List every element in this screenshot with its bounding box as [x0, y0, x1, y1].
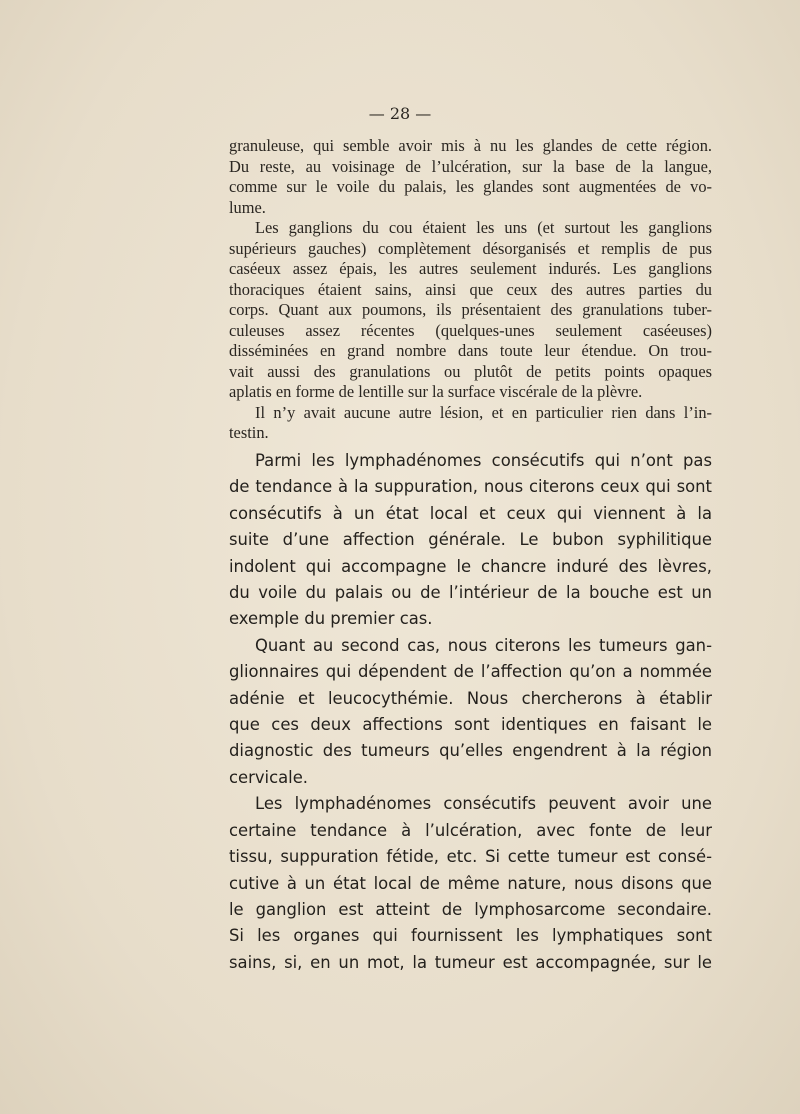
text-line: granuleuse, qui semble avoir mis à nu les glandes de cette région. — [229, 136, 712, 155]
text-line: comme sur le voile du palais, les glandes sont augmentées de vo- — [229, 177, 712, 196]
text-line: adénie et leucocythémie. Nous chercherons à établir — [229, 688, 712, 708]
text-line: aplatis en forme de lentille sur la surface viscérale de la plèvre. — [229, 382, 643, 401]
text-line: vait aussi des granulations ou plutôt de petits points opaques — [229, 361, 712, 381]
paragraph — [229, 403, 712, 444]
paragraph — [229, 791, 712, 976]
text-line: supérieurs gauches) complètement désorganisés et remplis de pus — [229, 238, 712, 258]
paragraph — [229, 218, 712, 403]
text-line: suite d’une affection générale. Le bubon syphilitique — [229, 530, 712, 550]
text-line: exemple du premier cas. — [229, 609, 433, 629]
paragraph — [229, 136, 712, 218]
paragraph — [229, 448, 712, 633]
text-line: culeuses assez récentes (quelques-unes seulement caséeuses) — [229, 320, 712, 340]
text-line: tissu, suppuration fétide, etc. Si cette tumeur est consé- — [229, 847, 712, 867]
text-line: du voile du palais ou de l’intérieur de la bouche est un — [229, 583, 712, 603]
text-line: indolent qui accompagne le chancre induré des lèvres, — [229, 556, 712, 576]
text-line: Les lymphadénomes consécutifs peuvent avoir une — [255, 794, 712, 814]
text-line: que ces deux affections sont identiques en faisant le — [229, 715, 712, 735]
text-line: Si les organes qui fournissent les lymphatiques sont — [229, 926, 712, 946]
text-line: Il n’y avait aucune autre lésion, et en particulier rien dans l’in- — [255, 402, 712, 422]
text-line: certaine tendance à l’ulcération, avec fonte de leur — [229, 820, 712, 840]
text-line: testin. — [229, 423, 269, 442]
text-line: Parmi les lymphadénomes consécutifs qui n’ont pas — [255, 451, 712, 470]
text-line: lume. — [229, 197, 266, 217]
text-line: corps. Quant aux poumons, ils présentaient des granulations tuber- — [229, 300, 712, 319]
text-line: Quant au second cas, nous citerons les tumeurs gan- — [255, 635, 712, 655]
text-line: cutive à un état local de même nature, nous disons que — [229, 873, 712, 893]
text-line: diagnostic des tumeurs qu’elles engendrent à la région — [229, 741, 712, 761]
text-line: de tendance à la suppuration, nous citerons ceux qui sont — [229, 477, 712, 497]
text-line: Les ganglions du cou étaient les uns (et surtout les ganglions — [255, 218, 712, 237]
text-line: sains, si, en un mot, la tumeur est accompagnée, sur le — [229, 952, 712, 972]
text-line: cervicale. — [229, 767, 308, 787]
paragraph — [229, 633, 712, 791]
text-line: caséeux assez épais, les autres seulement indurés. Les ganglions — [229, 259, 712, 278]
main-text-section — [229, 448, 712, 976]
text-line: thoraciques étaient sains, ainsi que ceux des autres parties du — [229, 279, 712, 299]
text-line: glionnaires qui dépendent de l’affection qu’on a nommée — [229, 662, 712, 682]
small-print-section — [229, 136, 712, 444]
text-line: disséminées en grand nombre dans toute leur étendue. On trou- — [229, 341, 712, 360]
page-number: — 28 — — [368, 104, 432, 123]
text-line: le ganglion est atteint de lymphosarcome secondaire. — [229, 899, 712, 919]
text-line: consécutifs à un état local et ceux qui viennent à la — [229, 503, 712, 523]
text-line: Du reste, au voisinage de l’ulcération, sur la base de la langue, — [229, 156, 712, 176]
